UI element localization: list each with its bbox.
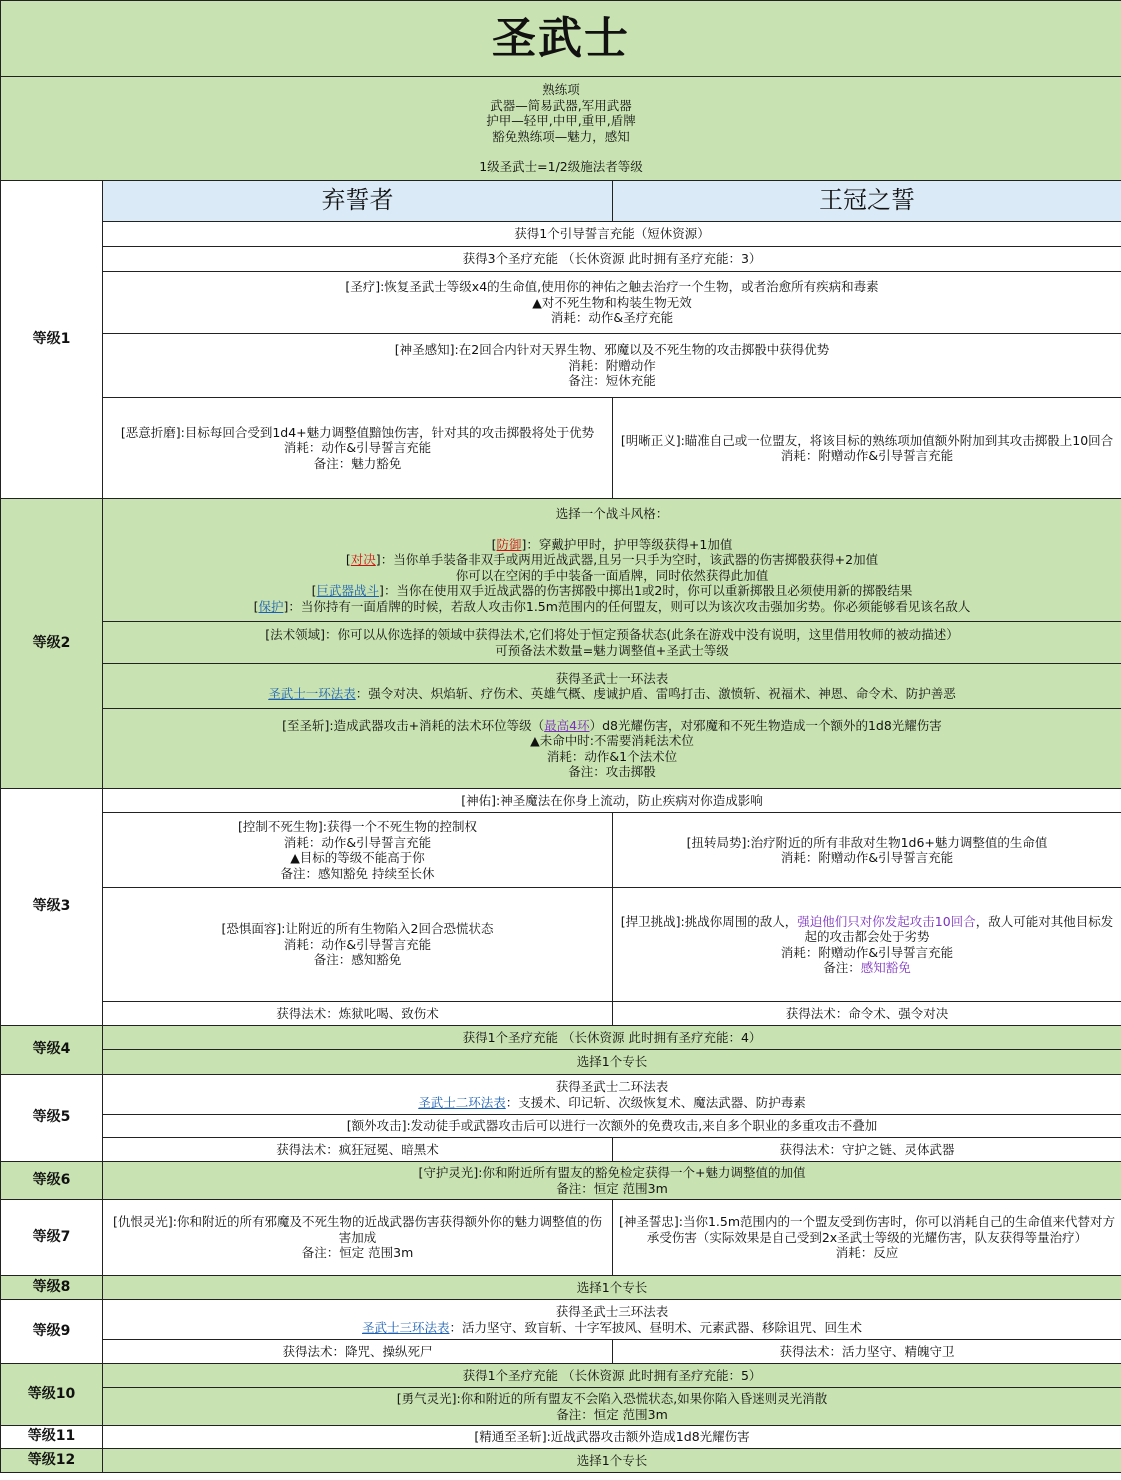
text-line: 备注：短休充能 bbox=[568, 373, 656, 389]
style-option: [防御]：穿戴护甲时，护甲等级获得+1加值 bbox=[491, 536, 733, 552]
feature-aura-of-protection bbox=[103, 1162, 1121, 1200]
spell-table-3 bbox=[103, 1300, 1121, 1340]
feature-row: [神佑]:神圣魔法在你身上流动，防止疾病对你造成影响 bbox=[103, 789, 1121, 813]
text-line: [圣疗]:恢复圣武士等级x4的生命值,使用你的神佑之触去治疗一个生物，或者治愈所有疾病和毒素 bbox=[345, 279, 879, 295]
text-line: 消耗：动作&引导誓言充能 bbox=[283, 936, 432, 952]
text-line bbox=[107, 686, 1117, 702]
spell-table-link[interactable]: 圣武士二环法表 bbox=[418, 1094, 506, 1110]
text-line: 选择一个战斗风格： bbox=[555, 506, 669, 521]
level-label: 等级12 bbox=[1, 1449, 103, 1473]
text-line: 消耗：反应 bbox=[835, 1245, 899, 1261]
text-line: 消耗：附赠动作 bbox=[568, 357, 656, 373]
text-span: [捍卫挑战]:挑战你周围的敌人， bbox=[620, 913, 798, 929]
feature-row: 获得3个圣疗充能 （长休资源 此时拥有圣疗充能：3） bbox=[103, 247, 1121, 272]
text-span: [至圣斩]:造成武器攻击+消耗的法术环位等级（ bbox=[282, 717, 545, 733]
text-line: 备注：恒定 范围3m bbox=[556, 1180, 668, 1196]
text-line: 获得圣武士一环法表 bbox=[555, 670, 669, 686]
text-line bbox=[617, 914, 1117, 945]
text-span: ：当你在使用双手近战武器的伤害掷骰中掷出1或2时，你可以重新掷骰且必须使用新的掷骰结果 bbox=[383, 583, 913, 598]
text-line: [法术领域]：你可以从你选择的领域中获得法术,它们将处于恒定预备状态(此条在游戏中没有说明，这里借用牧师的被动描述） bbox=[265, 627, 959, 642]
level-label: 等级11 bbox=[1, 1426, 103, 1449]
intro-line: 武器—简易武器,军用武器 bbox=[490, 97, 632, 113]
text-span: 最高4环 bbox=[544, 717, 590, 733]
text-span: ）d8光耀伤害，对邪魔和不死生物造成一个额外的1d8光耀伤害 bbox=[589, 717, 942, 733]
feature-row: 获得1个圣疗充能 （长休资源 此时拥有圣疗充能：4） bbox=[103, 1026, 1121, 1050]
text-line: 消耗：动作&1个法术位 bbox=[546, 748, 678, 764]
text-line: 获得圣武士二环法表 bbox=[555, 1079, 669, 1094]
style-link[interactable]: 对决 bbox=[350, 552, 376, 567]
level-label: 等级9 bbox=[1, 1300, 103, 1364]
style-option: [巨武器战斗]：当你在使用双手近战武器的伤害掷骰中掷出1或2时，你可以重新掷骰且必须使用新的掷骰结果 bbox=[311, 583, 913, 598]
text-span: 你可以在空闲的手中装备一面盾牌，同时依然获得此加值 bbox=[455, 567, 769, 583]
feature-dreadful-aspect bbox=[103, 888, 613, 1002]
text-line: [勇气灵光]:你和附近的所有盟友不会陷入恐慌状态,如果你陷入昏迷则灵光消散 bbox=[396, 1391, 828, 1406]
spells-gained: 获得法术：活力坚守、精魄守卫 bbox=[613, 1340, 1121, 1364]
spells-gained: 获得法术：降咒、操纵死尸 bbox=[103, 1340, 613, 1364]
feature-spell-domain bbox=[103, 622, 1121, 664]
text-line: ▲目标的等级不能高于你 bbox=[290, 850, 425, 865]
spell-table-link[interactable]: 圣武士一环法表 bbox=[268, 686, 356, 701]
level-label: 等级8 bbox=[1, 1276, 103, 1300]
feature-row: 选择1个专长 bbox=[103, 1449, 1121, 1473]
feature-improved-smite: [精通至圣斩]:近战武器攻击额外造成1d8光耀伤害 bbox=[103, 1426, 1121, 1449]
text-span: 感知豁免 bbox=[860, 960, 911, 975]
intro-line: 熟练项 bbox=[542, 82, 580, 98]
intro-line: 1级圣武士=1/2级施法者等级 bbox=[479, 159, 643, 175]
spells-gained: 获得法术：守护之链、灵体武器 bbox=[613, 1138, 1121, 1162]
intro-line: 护甲—轻甲,中甲,重甲,盾牌 bbox=[486, 113, 636, 129]
feature-aura-of-hate bbox=[103, 1200, 613, 1276]
text-span: ：活力坚守、致盲斩、十字军披风、昼明术、元素武器、移除诅咒、回生术 bbox=[449, 1319, 863, 1335]
text-line: 备注：魅力豁免 bbox=[313, 455, 402, 471]
page-title: 圣武士 bbox=[1, 1, 1121, 77]
feature-divine-allegiance bbox=[613, 1200, 1121, 1276]
text-line: 备注：感知豁免 持续至长休 bbox=[280, 865, 435, 881]
text-line: [守护灵光]:你和附近所有盟友的豁免检定获得一个+魅力调整值的加值 bbox=[418, 1165, 806, 1180]
spell-table-link[interactable]: 圣武士三环法表 bbox=[361, 1319, 450, 1335]
feature-row: 选择1个专长 bbox=[103, 1276, 1121, 1300]
text-span: 备注： bbox=[823, 960, 861, 975]
text-line: 消耗：动作&引导誓言充能 bbox=[283, 834, 432, 850]
feature-divine-sense bbox=[103, 334, 1121, 398]
feature-row: 选择1个专长 bbox=[103, 1050, 1121, 1075]
level-label: 等级2 bbox=[1, 499, 103, 789]
text-span: 强迫他们只对你发起攻击10回合 bbox=[797, 913, 976, 929]
text-span: ：当你单手装备非双手或两用近战武器,且另一只手为空时，该武器的伤害掷骰获得+2加值 bbox=[380, 552, 879, 567]
feature-right-to-justice bbox=[613, 398, 1121, 499]
text-line: ▲对不死生物和构装生物无效 bbox=[532, 294, 692, 310]
feature-row: 获得1个引导誓言充能（短休资源） bbox=[103, 222, 1121, 247]
spells-gained: 获得法术：命令术、强令对决 bbox=[613, 1002, 1121, 1026]
level-label: 等级4 bbox=[1, 1026, 103, 1075]
text-line: [恐惧面容]:让附近的所有生物陷入2回合恐慌状态 bbox=[221, 921, 494, 937]
feature-lay-on-hands bbox=[103, 272, 1121, 334]
text-line: [扭转局势]:治疗附近的所有非敌对生物1d6+魅力调整值的生命值 bbox=[686, 834, 1048, 850]
text-line: 备注：恒定 范围3m bbox=[556, 1406, 668, 1422]
style-link[interactable]: 巨武器战斗 bbox=[316, 583, 380, 598]
text-line: [神圣感知]:在2回合内针对天界生物、邪魔以及不死生物的攻击掷骰中获得优势 bbox=[394, 342, 830, 358]
text-line bbox=[107, 1095, 1117, 1111]
proficiency-block bbox=[1, 77, 1121, 181]
feature-divine-smite bbox=[103, 709, 1121, 789]
text-line: [明晰正义]:瞄准自己或一位盟友，将该目标的熟练项加值额外附加到其攻击掷骰上10回合 bbox=[620, 432, 1114, 448]
text-line: 消耗：动作&圣疗充能 bbox=[550, 310, 674, 326]
column-header-oathbreaker: 弃誓者 bbox=[103, 181, 613, 222]
feature-aura-of-courage bbox=[103, 1388, 1121, 1426]
feature-control-undead bbox=[103, 813, 613, 888]
column-header-crown: 王冠之誓 bbox=[613, 181, 1121, 222]
text-line bbox=[107, 1320, 1117, 1336]
text-line: [恶意折磨]:目标每回合受到1d4+魅力调整值黯蚀伤害，针对其的攻击掷骰将处于优势 bbox=[120, 424, 595, 440]
text-line bbox=[107, 718, 1117, 734]
text-span: ：穿戴护甲时，护甲等级获得+1加值 bbox=[526, 536, 733, 552]
text-span: ，敌人可能对其他目标发起的攻击都会处于劣势 bbox=[804, 913, 1114, 944]
level-label: 等级10 bbox=[1, 1364, 103, 1426]
text-line: 备注：恒定 范围3m bbox=[301, 1245, 414, 1261]
text-span: ：当你持有一面盾牌的时候，若敌人攻击你1.5m范围内的任何盟友，则可以为该次攻击强加劣势。你必须能够看见该名敌人 bbox=[288, 598, 971, 614]
level-label: 等级1 bbox=[1, 181, 103, 499]
text-span: ：支援术、印记斩、次级恢复术、魔法武器、防护毒素 bbox=[505, 1094, 806, 1110]
feature-turn-the-tide bbox=[613, 813, 1121, 888]
fighting-style bbox=[103, 499, 1121, 622]
text-line: 可预备法术数量=魅力调整值+圣武士等级 bbox=[495, 642, 729, 658]
text-line: 消耗：附赠动作&引导誓言充能 bbox=[780, 448, 954, 463]
level-label: 等级3 bbox=[1, 789, 103, 1026]
level-label: 等级7 bbox=[1, 1200, 103, 1276]
text-line: 消耗：附赠动作&引导誓言充能 bbox=[780, 850, 954, 865]
spells-gained: 获得法术：疯狂冠冕、暗黑术 bbox=[103, 1138, 613, 1162]
text-line: ▲未命中时:不需要消耗法术位 bbox=[530, 733, 694, 748]
level-label: 等级5 bbox=[1, 1075, 103, 1162]
text-line: [仇恨灵光]:你和附近的所有邪魔及不死生物的近战武器伤害获得额外你的魅力调整值的伤害加成 bbox=[113, 1214, 602, 1245]
text-line: 获得圣武士三环法表 bbox=[555, 1304, 669, 1319]
style-option: [保护]：当你持有一面盾牌的时候，若敌人攻击你1.5m范围内的任何盟友，则可以为该次攻击强加劣势。你必须能够看见该名敌人 bbox=[253, 598, 971, 614]
spell-table-1 bbox=[103, 664, 1121, 709]
text-line: 备注：攻击掷骰 bbox=[568, 764, 656, 779]
intro-line: 豁免熟练项—魅力，感知 bbox=[492, 128, 630, 144]
spells-gained: 获得法术：炼狱叱喝、致伤术 bbox=[103, 1002, 613, 1026]
style-option: [对决]：当你单手装备非双手或两用近战武器,且另一只手为空时，该武器的伤害掷骰获得+2加值 bbox=[345, 552, 879, 567]
text-line: 消耗：附赠动作&引导誓言充能 bbox=[780, 944, 954, 960]
spell-table-2 bbox=[103, 1075, 1121, 1115]
style-option bbox=[107, 568, 1117, 584]
text-line: 备注：感知豁免 bbox=[313, 952, 402, 968]
feature-row: 获得1个圣疗充能 （长休资源 此时拥有圣疗充能：5） bbox=[103, 1364, 1121, 1388]
feature-champion-challenge bbox=[613, 888, 1121, 1002]
feature-spiteful-suffering bbox=[103, 398, 613, 499]
text-line: 消耗：动作&引导誓言充能 bbox=[283, 440, 432, 456]
feature-extra-attack: [额外攻击]:发动徒手或武器攻击后可以进行一次额外的免费攻击,来自多个职业的多重攻击不叠加 bbox=[103, 1115, 1121, 1138]
text-line: [控制不死生物]:获得一个不死生物的控制权 bbox=[238, 819, 477, 834]
style-link[interactable]: 保护 bbox=[258, 598, 284, 614]
text-line: [神圣誓忠]:当你1.5m范围内的一个盟友受到伤害时，你可以消耗自己的生命值来代替对方承受伤害（实际效果是自己受到2x圣武士等级的光耀伤害，队友获得等量治疗） bbox=[618, 1214, 1116, 1245]
intro-line bbox=[5, 144, 1117, 159]
text-span: ：强令对决、炽焰斩、疗伤术、英雄气概、虔诚护盾、雷鸣打击、激愤斩、祝福术、神恩、命令术、防护善恶 bbox=[355, 686, 956, 701]
text-line bbox=[617, 960, 1117, 976]
level-label: 等级6 bbox=[1, 1162, 103, 1200]
style-link[interactable]: 防御 bbox=[496, 536, 522, 552]
